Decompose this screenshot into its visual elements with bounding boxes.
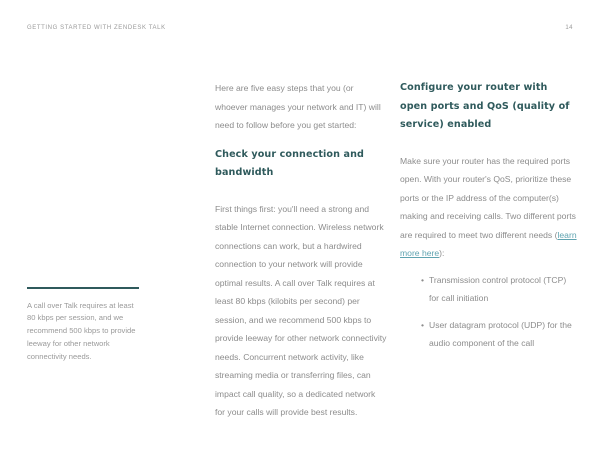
list-item bbox=[400, 316, 578, 353]
list-item-text: Transmission control protocol (TCP) for call initiation bbox=[429, 274, 567, 303]
list-item-text: User datagram protocol (UDP) for the audio component of the call bbox=[429, 319, 572, 348]
section-heading-router: Configure your router with open ports and QoS (quality of service) enabled bbox=[400, 82, 570, 130]
router-text-end: ): bbox=[439, 248, 445, 258]
router-text: Make sure your router has the required ports open. With your router's QoS, prioritize these ports or the IP address of the computer(s) making and receiving calls. Two different ports are required to meet two different needs ( bbox=[400, 155, 576, 240]
learn-more-link[interactable]: learn more here bbox=[400, 229, 577, 258]
bullet-icon: • bbox=[421, 274, 425, 285]
page-number: 14 bbox=[565, 25, 573, 31]
section-heading-bandwidth: Check your connection and bandwidth bbox=[215, 148, 364, 178]
callout-divider bbox=[27, 287, 139, 289]
middle-column bbox=[215, 79, 387, 422]
router-paragraph bbox=[400, 152, 578, 263]
running-title: GETTING STARTED WITH ZENDESK TALK bbox=[27, 25, 166, 31]
callout-text: A call over Talk requires at least 80 kbps per session, and we recommend 500 kbps to provide leeway for other network connectivity needs. bbox=[27, 300, 136, 361]
protocol-list bbox=[400, 271, 578, 353]
intro-paragraph: Here are five easy steps that you (or whoever manages your network and IT) will need to follow before you get started: bbox=[215, 83, 381, 130]
right-column bbox=[400, 79, 578, 361]
bandwidth-paragraph: First things first: you'll need a strong and stable Internet connection. Wireless network connections can work, but a hardwired connection to your network will provide optimal results. A call over Talk requires at least 80 kbps (kilobits per second) per session, and we recommend 500 kbps to provide leeway for other network connectivity needs. Concurrent network activity, like streaming media or transferring files, can impact call quality, so a dedicated network for your calls will provide best results. bbox=[215, 203, 387, 417]
sidebar-callout bbox=[27, 287, 139, 363]
list-item bbox=[400, 271, 578, 308]
bullet-icon: • bbox=[421, 319, 425, 330]
